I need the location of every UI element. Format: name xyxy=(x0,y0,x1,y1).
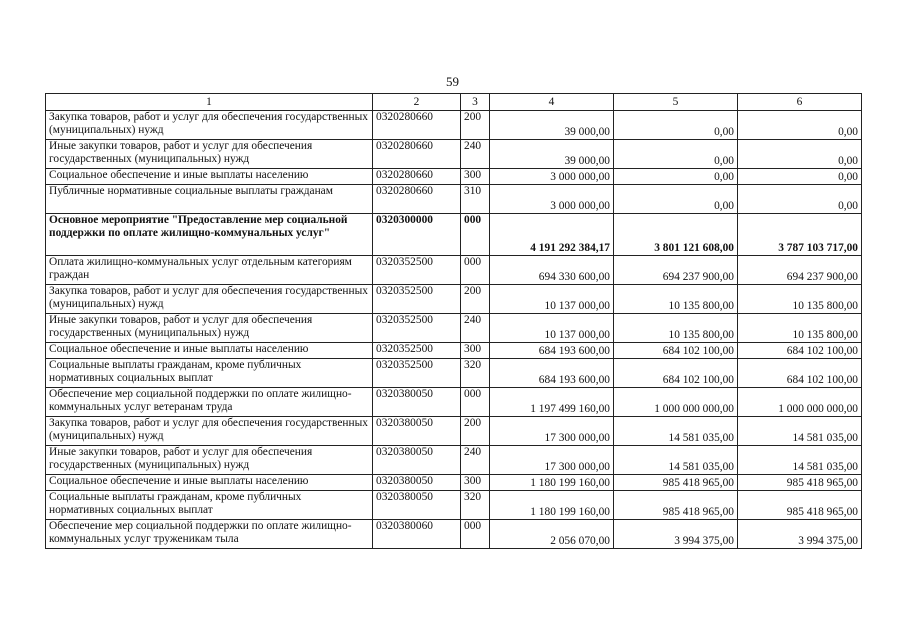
row-name: Оплата жилищно-коммунальных услуг отдельным категориям граждан xyxy=(46,256,373,285)
row-value-6: 985 418 965,00 xyxy=(738,475,862,491)
row-code: 0320380060 xyxy=(373,520,461,549)
row-type: 310 xyxy=(461,185,490,214)
row-value-4: 4 191 292 384,17 xyxy=(490,214,614,256)
column-header: 6 xyxy=(738,94,862,111)
row-value-4: 684 193 600,00 xyxy=(490,359,614,388)
column-header: 4 xyxy=(490,94,614,111)
row-code: 0320352500 xyxy=(373,285,461,314)
row-value-4: 694 330 600,00 xyxy=(490,256,614,285)
row-type: 200 xyxy=(461,111,490,140)
row-value-6: 3 787 103 717,00 xyxy=(738,214,862,256)
row-name: Иные закупки товаров, работ и услуг для обеспечения государственных (муниципальных) нужд xyxy=(46,446,373,475)
row-name: Закупка товаров, работ и услуг для обеспечения государственных (муниципальных) нужд xyxy=(46,111,373,140)
row-value-5: 10 135 800,00 xyxy=(614,285,738,314)
row-value-5: 684 102 100,00 xyxy=(614,343,738,359)
row-code: 0320300000 xyxy=(373,214,461,256)
row-code: 0320380050 xyxy=(373,475,461,491)
row-name: Социальное обеспечение и иные выплаты населению xyxy=(46,475,373,491)
row-value-5: 14 581 035,00 xyxy=(614,417,738,446)
table-header-row xyxy=(46,94,862,111)
row-type: 200 xyxy=(461,417,490,446)
row-value-4: 1 197 499 160,00 xyxy=(490,388,614,417)
row-value-5: 14 581 035,00 xyxy=(614,446,738,475)
row-value-6: 0,00 xyxy=(738,140,862,169)
row-code: 0320380050 xyxy=(373,446,461,475)
table-row xyxy=(46,285,862,314)
row-value-4: 684 193 600,00 xyxy=(490,343,614,359)
column-header: 1 xyxy=(46,94,373,111)
row-value-4: 3 000 000,00 xyxy=(490,185,614,214)
row-type: 000 xyxy=(461,256,490,285)
row-type: 000 xyxy=(461,388,490,417)
table-row xyxy=(46,140,862,169)
row-value-4: 10 137 000,00 xyxy=(490,285,614,314)
table-row xyxy=(46,359,862,388)
row-name: Социальное обеспечение и иные выплаты населению xyxy=(46,169,373,185)
table-row xyxy=(46,185,862,214)
row-value-6: 10 135 800,00 xyxy=(738,314,862,343)
row-code: 0320280660 xyxy=(373,169,461,185)
row-code: 0320380050 xyxy=(373,417,461,446)
row-code: 0320380050 xyxy=(373,388,461,417)
row-code: 0320280660 xyxy=(373,185,461,214)
row-name: Обеспечение мер социальной поддержки по оплате жилищно-коммунальных услуг ветеранам труда xyxy=(46,388,373,417)
row-value-6: 684 102 100,00 xyxy=(738,343,862,359)
row-code: 0320352500 xyxy=(373,256,461,285)
table-row xyxy=(46,314,862,343)
row-name: Закупка товаров, работ и услуг для обеспечения государственных (муниципальных) нужд xyxy=(46,417,373,446)
row-value-6: 14 581 035,00 xyxy=(738,446,862,475)
row-value-4: 3 000 000,00 xyxy=(490,169,614,185)
row-value-6: 10 135 800,00 xyxy=(738,285,862,314)
row-value-5: 1 000 000 000,00 xyxy=(614,388,738,417)
row-code: 0320352500 xyxy=(373,343,461,359)
table-row xyxy=(46,214,862,256)
column-header: 5 xyxy=(614,94,738,111)
row-type: 000 xyxy=(461,214,490,256)
row-value-5: 3 994 375,00 xyxy=(614,520,738,549)
row-value-6: 694 237 900,00 xyxy=(738,256,862,285)
row-type: 320 xyxy=(461,491,490,520)
row-value-5: 985 418 965,00 xyxy=(614,491,738,520)
table-row xyxy=(46,491,862,520)
row-value-6: 0,00 xyxy=(738,185,862,214)
row-name: Иные закупки товаров, работ и услуг для обеспечения государственных (муниципальных) нужд xyxy=(46,314,373,343)
table-row xyxy=(46,446,862,475)
row-type: 240 xyxy=(461,140,490,169)
row-value-5: 0,00 xyxy=(614,111,738,140)
row-value-5: 10 135 800,00 xyxy=(614,314,738,343)
table-row xyxy=(46,169,862,185)
row-value-4: 1 180 199 160,00 xyxy=(490,475,614,491)
table-row xyxy=(46,388,862,417)
budget-table xyxy=(45,93,862,549)
row-value-6: 14 581 035,00 xyxy=(738,417,862,446)
row-type: 300 xyxy=(461,169,490,185)
row-value-4: 39 000,00 xyxy=(490,140,614,169)
row-value-6: 985 418 965,00 xyxy=(738,491,862,520)
row-type: 240 xyxy=(461,446,490,475)
table-row xyxy=(46,111,862,140)
column-header: 3 xyxy=(461,94,490,111)
row-name: Закупка товаров, работ и услуг для обеспечения государственных (муниципальных) нужд xyxy=(46,285,373,314)
row-value-4: 39 000,00 xyxy=(490,111,614,140)
row-value-4: 17 300 000,00 xyxy=(490,417,614,446)
row-value-5: 985 418 965,00 xyxy=(614,475,738,491)
row-value-5: 684 102 100,00 xyxy=(614,359,738,388)
table-row xyxy=(46,343,862,359)
column-header: 2 xyxy=(373,94,461,111)
row-value-6: 0,00 xyxy=(738,169,862,185)
row-value-6: 0,00 xyxy=(738,111,862,140)
row-value-5: 0,00 xyxy=(614,140,738,169)
row-code: 0320380050 xyxy=(373,491,461,520)
row-name: Обеспечение мер социальной поддержки по оплате жилищно-коммунальных услуг труженикам тыла xyxy=(46,520,373,549)
row-name: Социальные выплаты гражданам, кроме публичных нормативных социальных выплат xyxy=(46,359,373,388)
row-type: 240 xyxy=(461,314,490,343)
row-name: Социальные выплаты гражданам, кроме публичных нормативных социальных выплат xyxy=(46,491,373,520)
table-row xyxy=(46,256,862,285)
row-name: Социальное обеспечение и иные выплаты населению xyxy=(46,343,373,359)
row-value-6: 684 102 100,00 xyxy=(738,359,862,388)
row-value-4: 17 300 000,00 xyxy=(490,446,614,475)
table-row xyxy=(46,520,862,549)
row-value-5: 0,00 xyxy=(614,169,738,185)
row-value-5: 0,00 xyxy=(614,185,738,214)
row-name: Иные закупки товаров, работ и услуг для обеспечения государственных (муниципальных) нужд xyxy=(46,140,373,169)
row-type: 200 xyxy=(461,285,490,314)
row-code: 0320280660 xyxy=(373,111,461,140)
row-code: 0320280660 xyxy=(373,140,461,169)
row-name: Основное мероприятие "Предоставление мер социальной поддержки по оплате жилищно-коммунальных услуг" xyxy=(46,214,373,256)
row-type: 300 xyxy=(461,475,490,491)
row-value-4: 10 137 000,00 xyxy=(490,314,614,343)
row-type: 300 xyxy=(461,343,490,359)
row-value-5: 694 237 900,00 xyxy=(614,256,738,285)
row-name: Публичные нормативные социальные выплаты гражданам xyxy=(46,185,373,214)
row-value-4: 1 180 199 160,00 xyxy=(490,491,614,520)
row-type: 000 xyxy=(461,520,490,549)
row-code: 0320352500 xyxy=(373,314,461,343)
row-code: 0320352500 xyxy=(373,359,461,388)
row-value-4: 2 056 070,00 xyxy=(490,520,614,549)
table-row xyxy=(46,475,862,491)
row-value-6: 3 994 375,00 xyxy=(738,520,862,549)
page-number: 59 xyxy=(446,74,459,89)
row-type: 320 xyxy=(461,359,490,388)
table-row xyxy=(46,417,862,446)
row-value-5: 3 801 121 608,00 xyxy=(614,214,738,256)
row-value-6: 1 000 000 000,00 xyxy=(738,388,862,417)
